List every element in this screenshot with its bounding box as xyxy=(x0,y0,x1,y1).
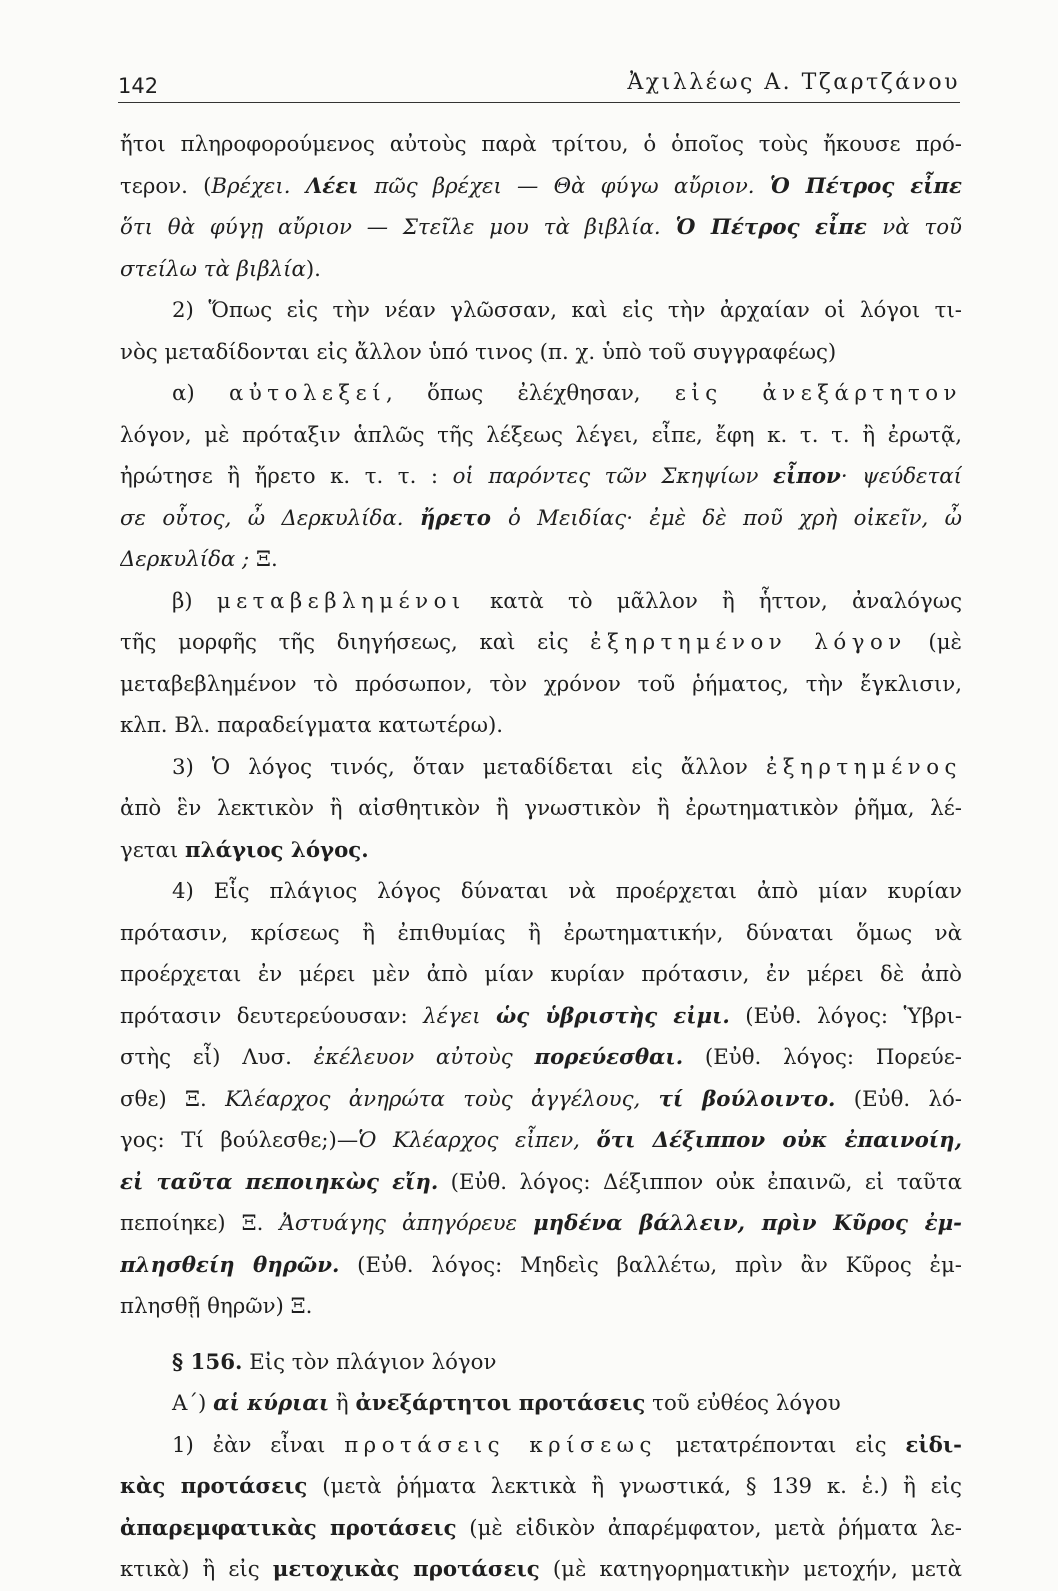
text-line xyxy=(120,747,962,789)
text-segment: α) xyxy=(172,381,229,406)
text-segment: Ξ. xyxy=(256,547,278,572)
text-segment: ὁ Μειδίας· ἐμὲ δὲ ποῦ χρὴ οἰκεῖν, ὦ xyxy=(508,505,962,531)
text-segment: § 156. xyxy=(172,1349,243,1375)
text-segment: πλάγιος λόγος. xyxy=(185,837,369,863)
body-text xyxy=(120,124,962,1591)
text-segment: (Εὐθ. λόγος: Δέξιππον οὐκ ἐπαινῶ, εἰ ταῦτα xyxy=(438,1169,962,1195)
text-line xyxy=(120,996,962,1038)
text-segment: Βρέχει. xyxy=(211,173,306,199)
text-segment: ). xyxy=(305,256,321,282)
text-segment: πῶς βρέχει — Θὰ φύγω αὔριον. xyxy=(374,173,770,199)
page-number: 142 xyxy=(118,74,159,98)
text-segment: (μὲ xyxy=(906,630,962,655)
text-line xyxy=(120,249,962,291)
text-segment: ἤρετο xyxy=(419,505,508,531)
text-segment: προτάσεις κρίσεως xyxy=(344,1432,657,1458)
text-segment: σε οὗτος, ὦ Δερκυλίδα. xyxy=(120,505,420,531)
text-segment: 4) Εἷς πλάγιος λόγος δύναται νὰ προέρχεται ἀπὸ μίαν κυρίαν xyxy=(172,879,962,904)
text-segment: (Εὐθ. λόγος: Ὑβρι- xyxy=(729,1003,962,1029)
text-segment: στείλω τὰ βιβλία xyxy=(120,256,306,282)
text-segment: ὡς ὑβριστὴς εἰμι. xyxy=(496,1003,730,1029)
text-segment: ὅτι Δέξιππον οὐκ ἐπαινοίη, xyxy=(596,1128,962,1153)
text-segment: εἶπον xyxy=(773,464,841,489)
text-line xyxy=(120,1425,962,1467)
text-segment: τοῦ εὐθέος λόγου xyxy=(645,1391,841,1416)
text-segment: κλπ. Βλ. παραδείγματα κατωτέρω). xyxy=(120,713,504,738)
text-segment: Ὁ Πέτρος εἶπε xyxy=(769,173,962,199)
text-segment: μηδένα βάλλειν, πρὶν Κῦρος ἐμ- xyxy=(533,1211,962,1236)
text-segment: ἐξηρτημένος xyxy=(765,754,962,780)
text-segment: Ἀστυάγης ἀπηγόρευε xyxy=(279,1211,534,1236)
text-segment: αὐτολεξεί xyxy=(228,381,387,406)
text-segment: ἐκέλευον αὐτοὺς xyxy=(313,1045,535,1070)
text-segment: 1) ἐὰν εἶναι xyxy=(172,1432,345,1458)
text-line xyxy=(120,207,962,249)
text-segment: πορεύεσθαι. xyxy=(534,1045,684,1070)
text-segment: πεποίηκε) Ξ. xyxy=(120,1211,280,1236)
text-line xyxy=(120,1508,962,1550)
text-segment: νὸς μεταδίδονται εἰς ἄλλον ὑπό τινος (π. χ. ὑπὸ τοῦ συγγραφέως) xyxy=(120,339,837,365)
text-segment: μεταβεβλημένοι xyxy=(216,588,466,614)
text-segment: σθε) Ξ. xyxy=(120,1086,226,1112)
text-line xyxy=(120,1079,962,1121)
text-segment: κτικὰ) ἢ εἰς xyxy=(120,1557,273,1582)
text-segment: ὅτι θὰ φύγῃ αὔριον — Στεῖλε μου τὰ βιβλία. xyxy=(120,215,676,240)
text-segment: , ὅπως ἐλέχθησαν, xyxy=(386,381,675,406)
text-segment: λέγει xyxy=(423,1003,497,1029)
text-line xyxy=(120,913,962,955)
text-segment: μεταβεβλημένον τὸ πρόσωπον, τὸν χρόνον τοῦ ῥήματος, τὴν ἔγκλισιν, xyxy=(120,671,962,697)
text-segment: ἀπαρεμφατικὰς προτάσεις xyxy=(120,1515,457,1541)
text-segment: Ὁ Πέτρος εἶπε xyxy=(675,215,883,240)
text-segment: τῆς μορφῆς τῆς διηγήσεως, καὶ εἰς xyxy=(120,630,591,655)
text-segment: πρότασιν δευτερεύουσαν: xyxy=(120,1003,424,1029)
text-line xyxy=(120,373,962,415)
text-line xyxy=(120,415,962,457)
text-segment: μετοχικὰς προτάσεις xyxy=(272,1557,540,1582)
text-line xyxy=(120,1549,962,1591)
text-segment: πρότασιν, κρίσεως ἢ ἐπιθυμίας ἢ ἐρωτηματικήν, δύναται ὅμως νὰ xyxy=(120,920,962,946)
text-segment: Δερκυλίδα ; xyxy=(120,547,257,572)
text-line xyxy=(120,1245,962,1287)
text-segment: μετατρέπονται εἰς xyxy=(656,1432,906,1458)
text-segment: πλησθῇ θηρῶν) Ξ. xyxy=(120,1294,313,1319)
text-segment: πλησθείη θηρῶν. xyxy=(120,1252,340,1278)
text-segment: τερον. ( xyxy=(120,173,212,199)
text-segment: β) xyxy=(172,588,217,614)
text-segment: στὴς εἶ) Λυσ. xyxy=(120,1045,314,1070)
text-line xyxy=(120,290,962,332)
text-line xyxy=(120,1466,962,1508)
text-segment: γεται xyxy=(120,837,186,863)
text-line xyxy=(120,788,962,830)
text-segment: ἐξηρτημένον λόγον xyxy=(590,630,907,655)
text-segment: εἰδι- xyxy=(905,1432,962,1458)
text-line xyxy=(120,124,962,166)
text-line xyxy=(120,166,962,208)
text-segment: ἢ xyxy=(329,1391,356,1416)
section-gap xyxy=(120,1328,962,1342)
text-segment: Α΄) xyxy=(172,1391,214,1416)
text-segment: ἀνεξάρτητοι προτάσεις xyxy=(355,1391,646,1416)
text-segment: νὰ τοῦ xyxy=(882,215,962,240)
text-line xyxy=(120,664,962,706)
text-segment: κατὰ τὸ μᾶλλον ἢ ἧττον, ἀναλόγως xyxy=(465,588,962,614)
text-segment: (Εὐθ. λόγος: Μηδεὶς βαλλέτω, πρὶν ἂν Κῦρος ἐμ- xyxy=(339,1252,962,1278)
text-segment: (μετὰ ῥήματα λεκτικὰ ἢ γνωστικά, § 139 κ. ἑ.) ἢ εἰς xyxy=(307,1474,962,1499)
text-segment: τί βούλοιντο. xyxy=(658,1086,836,1112)
text-line xyxy=(120,830,962,872)
text-segment: λόγον, μὲ πρόταξιν ἁπλῶς τῆς λέξεως λέγει, εἶπε, ἔφη κ. τ. τ. ἢ ἐρωτᾷ, xyxy=(120,422,962,448)
text-segment: Εἰς τὸν πλάγιον λόγον xyxy=(242,1349,497,1375)
text-line xyxy=(120,456,962,498)
text-line xyxy=(120,1383,962,1425)
text-segment: ἀπὸ ἓν λεκτικὸν ἢ αἰσθητικὸν ἢ γνωστικὸν ἢ ἐρωτηματικὸν ῥῆμα, λέ- xyxy=(120,796,962,821)
text-segment: ἤτοι πληροφορούμενος αὐτοὺς παρὰ τρίτου, ὁ ὁποῖος τοὺς ἤκουσε πρό- xyxy=(120,132,962,157)
running-head: Ἀχιλλέως Α. Τζαρτζάνου xyxy=(627,70,960,95)
text-segment: εἰς ἀνεξάρτητον xyxy=(674,381,962,406)
text-segment: (μὲ κατηγορηματικὴν μετοχήν, μετὰ xyxy=(539,1557,962,1582)
text-segment: (μὲ εἰδικὸν ἀπαρέμφατον, μετὰ ῥήματα λε- xyxy=(456,1515,962,1541)
text-line xyxy=(120,1162,962,1204)
text-segment: γος: Τί βούλεσθε;)— xyxy=(120,1128,359,1153)
page-header xyxy=(118,66,960,103)
text-segment: οἱ παρόντες τῶν Σκηψίων xyxy=(452,464,774,489)
text-segment: Κλέαρχος ἀνηρώτα τοὺς ἀγγέλους, xyxy=(225,1086,659,1112)
text-line xyxy=(120,1203,962,1245)
text-segment: εἰ ταῦτα πεποιηκὼς εἴη. xyxy=(120,1169,439,1195)
text-segment: · ψεύδεταί xyxy=(840,464,962,489)
text-segment: (Εὐθ. λό- xyxy=(835,1086,962,1112)
text-line xyxy=(120,705,962,747)
text-segment: 2) Ὅπως εἰς τὴν νέαν γλῶσσαν, καὶ εἰς τὴν ἀρχαίαν οἱ λόγοι τι- xyxy=(172,298,962,323)
text-line xyxy=(120,954,962,996)
text-line xyxy=(120,1037,962,1079)
text-segment: Ὁ Κλέαρχος εἶπεν, xyxy=(358,1128,597,1153)
text-segment: ἠρώτησε ἢ ἤρετο κ. τ. τ. : xyxy=(120,464,453,489)
text-line xyxy=(120,539,962,581)
text-line xyxy=(120,332,962,374)
text-segment: κὰς προτάσεις xyxy=(120,1474,308,1499)
text-line xyxy=(120,1286,962,1328)
text-line xyxy=(120,1342,962,1384)
text-line xyxy=(120,622,962,664)
text-segment: Λέει xyxy=(305,173,375,199)
text-segment: (Εὐθ. λόγος: Πορεύε- xyxy=(683,1045,962,1070)
text-line xyxy=(120,581,962,623)
text-line xyxy=(120,871,962,913)
text-segment: αἱ κύριαι xyxy=(213,1391,330,1416)
text-line xyxy=(120,1120,962,1162)
text-segment: προέρχεται ἐν μέρει μὲν ἀπὸ μίαν κυρίαν πρότασιν, ἐν μέρει δὲ ἀπὸ xyxy=(120,962,962,987)
text-segment: 3) Ὁ λόγος τινός, ὅταν μεταδίδεται εἰς ἄλλον xyxy=(172,754,766,780)
text-line xyxy=(120,498,962,540)
